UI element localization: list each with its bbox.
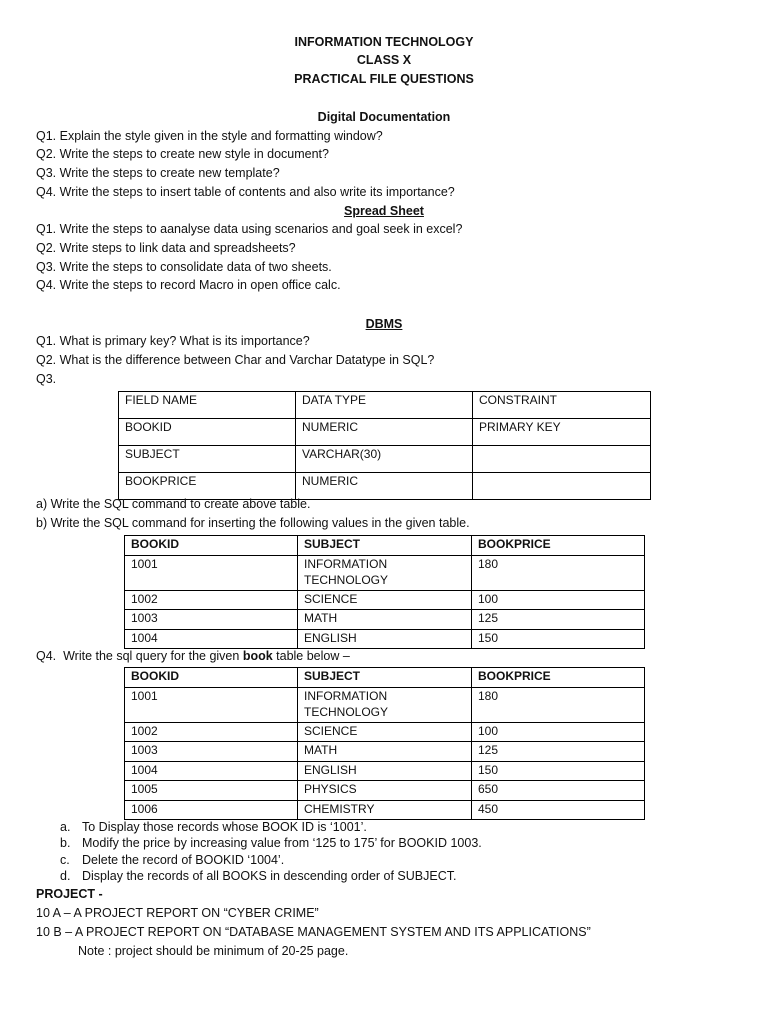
digital-doc-q1: Q1. Explain the style given in the style and formatting window? <box>36 129 383 143</box>
table-cell: SUBJECT <box>119 446 296 473</box>
table-cell: 150 <box>472 629 645 649</box>
table-row <box>125 687 645 722</box>
table-cell <box>473 446 651 473</box>
list-item-text: Modify the price by increasing value from ‘125 to 175’ for BOOKID 1003. <box>82 836 482 850</box>
table-cell: NUMERIC <box>296 473 473 500</box>
table-row <box>125 610 645 630</box>
table-row <box>125 629 645 649</box>
doc-title-subject: INFORMATION TECHNOLOGY <box>294 35 474 49</box>
spreadsheet-q3: Q3. Write the steps to consolidate data of two sheets. <box>36 260 332 274</box>
table-row <box>125 722 645 742</box>
table-header-cell: BOOKID <box>125 536 298 556</box>
table-cell: 150 <box>472 761 645 781</box>
table-cell: 180 <box>472 555 645 590</box>
table-cell <box>473 473 651 500</box>
insert-values-table <box>124 535 645 649</box>
digital-doc-q4: Q4. Write the steps to insert table of contents and also write its importance? <box>36 185 455 199</box>
table-cell: 1002 <box>125 590 298 610</box>
dbms-q4-table-name: book <box>242 649 273 663</box>
table-header-row <box>119 392 651 419</box>
dbms-q4 <box>36 649 350 663</box>
table-header-cell: CONSTRAINT <box>473 392 651 419</box>
table-row <box>125 800 645 820</box>
list-item <box>60 853 284 867</box>
table-row <box>125 742 645 762</box>
table-cell: 100 <box>472 590 645 610</box>
table-cell: 450 <box>472 800 645 820</box>
table-cell: 1004 <box>125 629 298 649</box>
table-cell: 125 <box>472 742 645 762</box>
table-cell: SCIENCE <box>298 590 472 610</box>
table-cell: 125 <box>472 610 645 630</box>
table-header-row <box>125 668 645 688</box>
table-cell: 1004 <box>125 761 298 781</box>
table-cell: ENGLISH <box>298 629 472 649</box>
table-cell: 1006 <box>125 800 298 820</box>
dbms-q2: Q2. What is the difference between Char and Varchar Datatype in SQL? <box>36 353 435 367</box>
table-cell: 1005 <box>125 781 298 801</box>
spreadsheet-q4: Q4. Write the steps to record Macro in open office calc. <box>36 278 341 292</box>
list-item-text: Display the records of all BOOKS in descending order of SUBJECT. <box>82 869 457 883</box>
table-row <box>125 590 645 610</box>
table-cell: NUMERIC <box>296 419 473 446</box>
table-header-cell: BOOKPRICE <box>472 536 645 556</box>
table-header-cell: SUBJECT <box>298 668 472 688</box>
table-cell: 1002 <box>125 722 298 742</box>
table-header-cell: DATA TYPE <box>296 392 473 419</box>
table-cell: INFORMATION TECHNOLOGY <box>298 687 472 722</box>
table-cell: PRIMARY KEY <box>473 419 651 446</box>
table-header-cell: BOOKID <box>125 668 298 688</box>
section-title-dbms: DBMS <box>365 317 403 331</box>
table-header-cell: BOOKPRICE <box>472 668 645 688</box>
list-item <box>60 836 482 850</box>
project-title: PROJECT - <box>36 887 103 901</box>
table-row <box>125 555 645 590</box>
list-marker: a. <box>60 820 71 834</box>
digital-doc-q2: Q2. Write the steps to create new style in document? <box>36 147 329 161</box>
table-cell: ENGLISH <box>298 761 472 781</box>
digital-doc-q3: Q3. Write the steps to create new template? <box>36 166 280 180</box>
table-header-cell: SUBJECT <box>298 536 472 556</box>
section-title-spreadsheet: Spread Sheet <box>344 204 424 218</box>
schema-table <box>118 391 651 500</box>
table-header-row <box>125 536 645 556</box>
spreadsheet-q2: Q2. Write steps to link data and spreadsheets? <box>36 241 296 255</box>
list-item <box>60 869 456 883</box>
table-cell: MATH <box>298 610 472 630</box>
table-cell: 1003 <box>125 742 298 762</box>
table-cell: BOOKPRICE <box>119 473 296 500</box>
table-cell: 650 <box>472 781 645 801</box>
doc-title-class: CLASS X <box>356 53 412 67</box>
book-table <box>124 667 645 820</box>
table-cell: 1003 <box>125 610 298 630</box>
table-header-cell: FIELD NAME <box>119 392 296 419</box>
list-item-text: To Display those records whose BOOK ID is ‘1001’. <box>82 820 367 834</box>
dbms-q4-prefix: Q4. Write the sql query for the given <box>36 649 243 663</box>
project-item-10a: 10 A – A PROJECT REPORT ON “CYBER CRIME” <box>36 906 319 920</box>
project-note: Note : project should be minimum of 20-25 page. <box>78 944 349 958</box>
dbms-q3b: b) Write the SQL command for inserting the following values in the given table. <box>36 516 470 530</box>
table-row <box>125 761 645 781</box>
list-item-text: Delete the record of BOOKID ‘1004’. <box>82 853 285 867</box>
table-row <box>119 419 651 446</box>
doc-title-practical: PRACTICAL FILE QUESTIONS <box>294 72 474 86</box>
dbms-q3a: a) Write the SQL command to create above table. <box>36 497 311 511</box>
table-cell: VARCHAR(30) <box>296 446 473 473</box>
dbms-q4-suffix: table below – <box>272 649 350 663</box>
list-item <box>60 820 367 834</box>
list-marker: d. <box>60 869 71 883</box>
project-item-10b: 10 B – A PROJECT REPORT ON “DATABASE MANAGEMENT SYSTEM AND ITS APPLICATIONS” <box>36 925 591 939</box>
table-cell: MATH <box>298 742 472 762</box>
table-cell: 1001 <box>125 555 298 590</box>
spreadsheet-q1: Q1. Write the steps to aanalyse data using scenarios and goal seek in excel? <box>36 222 463 236</box>
table-cell: SCIENCE <box>298 722 472 742</box>
list-marker: b. <box>60 836 71 850</box>
table-cell: BOOKID <box>119 419 296 446</box>
table-cell: INFORMATION TECHNOLOGY <box>298 555 472 590</box>
table-row <box>125 781 645 801</box>
table-cell: PHYSICS <box>298 781 472 801</box>
table-cell: 180 <box>472 687 645 722</box>
table-cell: CHEMISTRY <box>298 800 472 820</box>
section-title-digital-documentation: Digital Documentation <box>317 110 451 124</box>
list-marker: c. <box>60 853 70 867</box>
dbms-q3: Q3. <box>36 372 57 386</box>
table-cell: 1001 <box>125 687 298 722</box>
table-row <box>119 473 651 500</box>
dbms-q1: Q1. What is primary key? What is its importance? <box>36 334 310 348</box>
table-row <box>119 446 651 473</box>
table-cell: 100 <box>472 722 645 742</box>
